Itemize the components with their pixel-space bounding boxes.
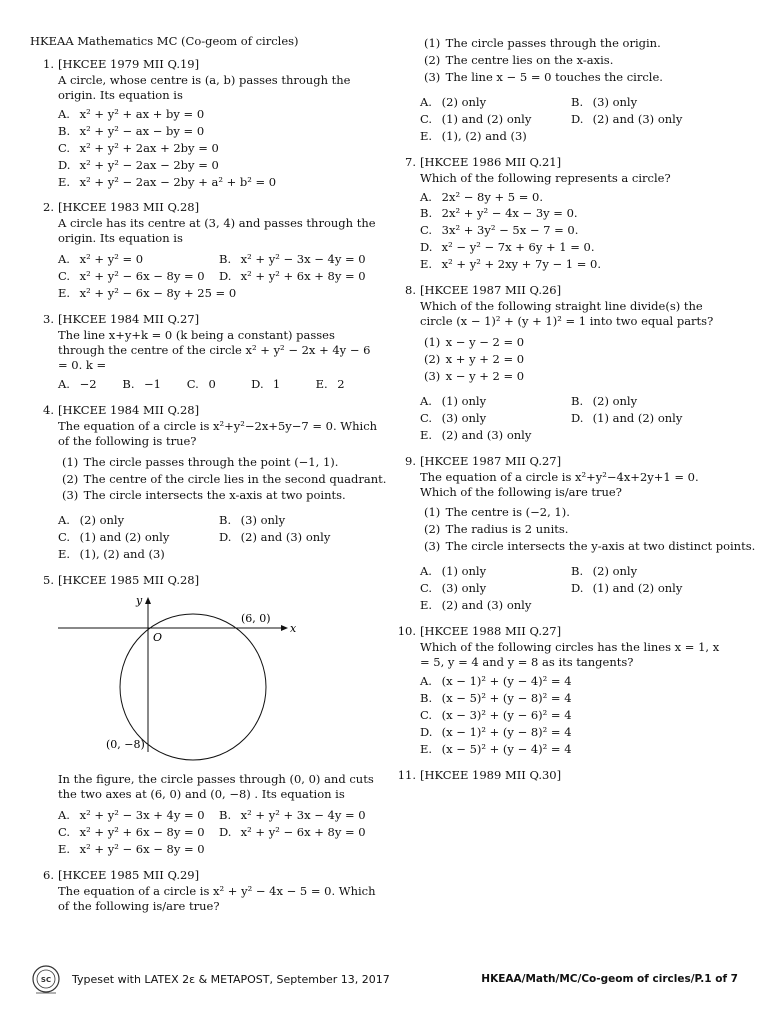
option-e[interactable]: E. (2) and (3) only	[420, 598, 532, 613]
option-b[interactable]: B. x² + y² − 3x − 4y = 0	[219, 252, 366, 267]
statement-list	[420, 36, 722, 85]
question-source: [HKCEE 1984 MII Q.27]	[58, 312, 200, 327]
question-number: 9.	[405, 453, 416, 468]
question-stem: Which of the following circles has the lines x = 1, x = 5, y = 4 and y = 8 as its tangents?	[420, 640, 720, 669]
page-header: HKEAA Mathematics MC (Co-geom of circles)	[30, 34, 299, 48]
page-footer	[30, 964, 738, 996]
option-d[interactable]: D. (1) and (2) only	[571, 581, 683, 596]
option-b[interactable]: B. −1	[122, 376, 161, 391]
question-6	[30, 868, 380, 914]
option-e[interactable]: E. (1), (2) and (3)	[420, 128, 527, 143]
question-stem: A circle, whose centre is (a, b) passes through the origin. Its equation is	[58, 72, 351, 102]
x-axis-arrow	[281, 625, 288, 631]
option-d[interactable]: D. 1	[251, 376, 281, 391]
option-c[interactable]: C. x² + y² + 6x − 8y = 0	[58, 824, 205, 839]
statement-2: (2) The centre of the circle lies in the second quadrant.	[62, 471, 387, 486]
question-stem: A circle has its centre at (3, 4) and passes through the origin. Its equation is	[58, 216, 376, 246]
option-a[interactable]: A. (1) only	[420, 393, 487, 408]
option-a[interactable]: A. (2) only	[58, 513, 125, 528]
question-source: [HKCEE 1989 MII Q.30]	[420, 767, 562, 782]
option-b[interactable]: B. (2) only	[571, 564, 638, 579]
option-e[interactable]: E. (1), (2) and (3)	[58, 547, 165, 562]
option-c[interactable]: C. (3) only	[420, 410, 487, 425]
origin-label: O	[153, 631, 163, 645]
question-number: 3.	[43, 312, 54, 327]
option-e[interactable]: E. x² + y² − 6x − 8y = 0	[58, 841, 205, 856]
option-e[interactable]: E. x² + y² + 2xy + 7y − 1 = 0.	[420, 257, 601, 272]
question-source: [HKCEE 1987 MII Q.26]	[420, 283, 562, 298]
footer-page-label: HKEAA/Math/MC/Co-geom of circles/P.1 of 7	[481, 973, 738, 985]
option-a[interactable]: A. −2	[58, 376, 97, 391]
option-e[interactable]: E. x² + y² − 2ax − 2by + a² + b² = 0	[58, 174, 277, 189]
question-source: [HKCEE 1983 MII Q.28]	[58, 200, 200, 215]
question-4	[30, 402, 387, 562]
option-a[interactable]: A. (2) only	[420, 94, 487, 109]
option-c[interactable]: C. 0	[186, 376, 216, 391]
statement-3: (3) The circle intersects the x-axis at two points.	[62, 488, 346, 503]
option-e[interactable]: E. (x − 5)² + (y − 4)² = 4	[420, 741, 572, 756]
question-number: 8.	[405, 283, 416, 298]
option-d[interactable]: D. x² + y² − 6x + 8y = 0	[219, 824, 366, 839]
statement-1: (1) The circle passes through the origin.	[424, 36, 661, 50]
question-10	[392, 624, 722, 757]
question-1	[30, 57, 380, 190]
option-b[interactable]: B. (2) only	[571, 393, 638, 408]
question-5	[30, 573, 380, 857]
question-stem: The equation of a circle is x² + y² − 4x − 5 = 0. Which of the following is/are true?	[58, 883, 376, 913]
question-number: 5.	[43, 573, 54, 588]
question-9	[392, 453, 756, 613]
question-3	[30, 312, 380, 392]
option-c[interactable]: C. (1) and (2) only	[58, 530, 170, 545]
y-axis-arrow	[145, 597, 151, 604]
question-stem: The equation of a circle is x²+y²−4x+2y+1 = 0. Which of the following is/are true?	[420, 469, 699, 499]
question-number: 6.	[43, 867, 54, 882]
option-b[interactable]: B. 2x² + y² − 4x − 3y = 0.	[420, 206, 578, 221]
question-source: [HKCEE 1986 MII Q.21]	[420, 154, 562, 169]
question-source: [HKCEE 1984 MII Q.28]	[58, 402, 200, 417]
option-c[interactable]: C. 3x² + 3y² − 5x − 7 = 0.	[420, 223, 579, 238]
option-b[interactable]: B. (3) only	[219, 513, 286, 528]
option-b[interactable]: B. x² + y² − ax − by = 0	[58, 123, 205, 138]
option-b[interactable]: B. (3) only	[571, 94, 638, 109]
statement-2: (2) The radius is 2 units.	[424, 522, 569, 537]
statement-1: (1) The circle passes through the point (−1, 1).	[62, 454, 339, 469]
question-source: [HKCEE 1985 MII Q.28]	[58, 573, 200, 588]
seal-logo-text: SC	[40, 976, 52, 984]
statement-list	[420, 335, 722, 384]
option-a[interactable]: A. x² + y² − 3x + 4y = 0	[58, 807, 205, 822]
question-7	[392, 155, 722, 273]
option-b[interactable]: B. (x − 5)² + (y − 8)² = 4	[420, 690, 572, 705]
statement-1: (1) x − y − 2 = 0	[424, 335, 525, 349]
option-a[interactable]: A. (1) only	[420, 564, 487, 579]
question-source: [HKCEE 1987 MII Q.27]	[420, 453, 562, 468]
question-2	[30, 200, 380, 301]
option-a[interactable]: A. x² + y² = 0	[58, 252, 144, 267]
question-number: 11.	[397, 767, 416, 782]
question-stem: Which of the following represents a circle?	[420, 170, 671, 185]
question-source: [HKCEE 1985 MII Q.29]	[58, 867, 200, 882]
seal-logo-icon	[30, 964, 64, 1000]
option-c[interactable]: C. (3) only	[420, 581, 487, 596]
y-axis-label: y	[136, 594, 143, 608]
left-column	[30, 34, 387, 925]
option-c[interactable]: C. (x − 3)² + (y − 6)² = 4	[420, 707, 572, 722]
option-c[interactable]: C. x² + y² + 2ax + 2by = 0	[58, 140, 219, 155]
footer-typeset-note: Typeset with LATEX 2ε & METAPOST, September 13, 2017	[72, 973, 390, 986]
question-stem: In the figure, the circle passes through (0, 0) and cuts the two axes at (6, 0) and (0, −8) . Its equation is	[58, 772, 374, 801]
option-d[interactable]: D. (2) and (3) only	[219, 530, 331, 545]
question-number: 2.	[43, 200, 54, 215]
question-11	[392, 768, 722, 783]
statement-3: (3) The circle intersects the y-axis at two distinct points.	[424, 539, 756, 554]
statement-3: (3) x − y + 2 = 0	[424, 368, 525, 383]
right-column	[392, 34, 756, 794]
option-a[interactable]: A. (x − 1)² + (y − 4)² = 4	[420, 673, 572, 688]
statement-2: (2) x + y + 2 = 0	[424, 351, 525, 366]
option-a[interactable]: A. x² + y² + ax + by = 0	[58, 106, 205, 121]
option-d[interactable]: D. (x − 1)² + (y − 8)² = 4	[420, 724, 572, 739]
point-label-b: (0, −8)	[106, 738, 145, 752]
option-c[interactable]: C. (1) and (2) only	[420, 111, 532, 126]
question-stem: The equation of a circle is x²+y²−2x+5y−7 = 0. Which of the following is true?	[58, 418, 378, 448]
option-e[interactable]: E. x² + y² − 6x − 8y + 25 = 0	[58, 286, 237, 301]
option-c[interactable]: C. x² + y² − 6x − 8y = 0	[58, 269, 205, 284]
question-number: 4.	[43, 402, 54, 417]
circle-figure	[58, 592, 380, 766]
option-d[interactable]: D. x² − y² − 7x + 6y + 1 = 0.	[420, 240, 595, 255]
question-6-continued	[392, 36, 722, 144]
x-axis-label: x	[290, 622, 297, 636]
question-number: 7.	[405, 154, 416, 169]
question-number: 1.	[43, 56, 54, 71]
option-d[interactable]: D. (2) and (3) only	[571, 111, 683, 126]
question-source: [HKCEE 1988 MII Q.27]	[420, 624, 562, 639]
question-number: 10.	[397, 624, 416, 639]
statement-2: (2) The centre lies on the x-axis.	[424, 52, 614, 67]
option-e[interactable]: E. (2) and (3) only	[420, 427, 532, 442]
statement-1: (1) The centre is (−2, 1).	[424, 505, 570, 520]
option-b[interactable]: B. x² + y² + 3x − 4y = 0	[219, 807, 366, 822]
statement-list	[58, 454, 387, 504]
option-a[interactable]: A. 2x² − 8y + 5 = 0.	[420, 189, 544, 204]
option-d[interactable]: D. x² + y² + 6x + 8y = 0	[219, 269, 366, 284]
question-stem: The line x+y+k = 0 (k being a constant) passes through the centre of the circle x² + y² − 2x + 4y − 6 = 0. k =	[58, 328, 371, 372]
statement-3: (3) The line x − 5 = 0 touches the circle.	[424, 69, 663, 84]
option-d[interactable]: D. (1) and (2) only	[571, 410, 683, 425]
option-d[interactable]: D. x² + y² − 2ax − 2by = 0	[58, 157, 219, 172]
point-label-a: (6, 0)	[241, 612, 271, 626]
statement-list	[420, 505, 756, 554]
question-8	[392, 283, 722, 442]
question-source: [HKCEE 1979 MII Q.19]	[58, 56, 200, 71]
option-e[interactable]: E. 2	[315, 376, 345, 391]
question-stem: Which of the following straight line divide(s) the circle (x − 1)² + (y + 1)² = 1 into two equal parts?	[420, 299, 714, 329]
